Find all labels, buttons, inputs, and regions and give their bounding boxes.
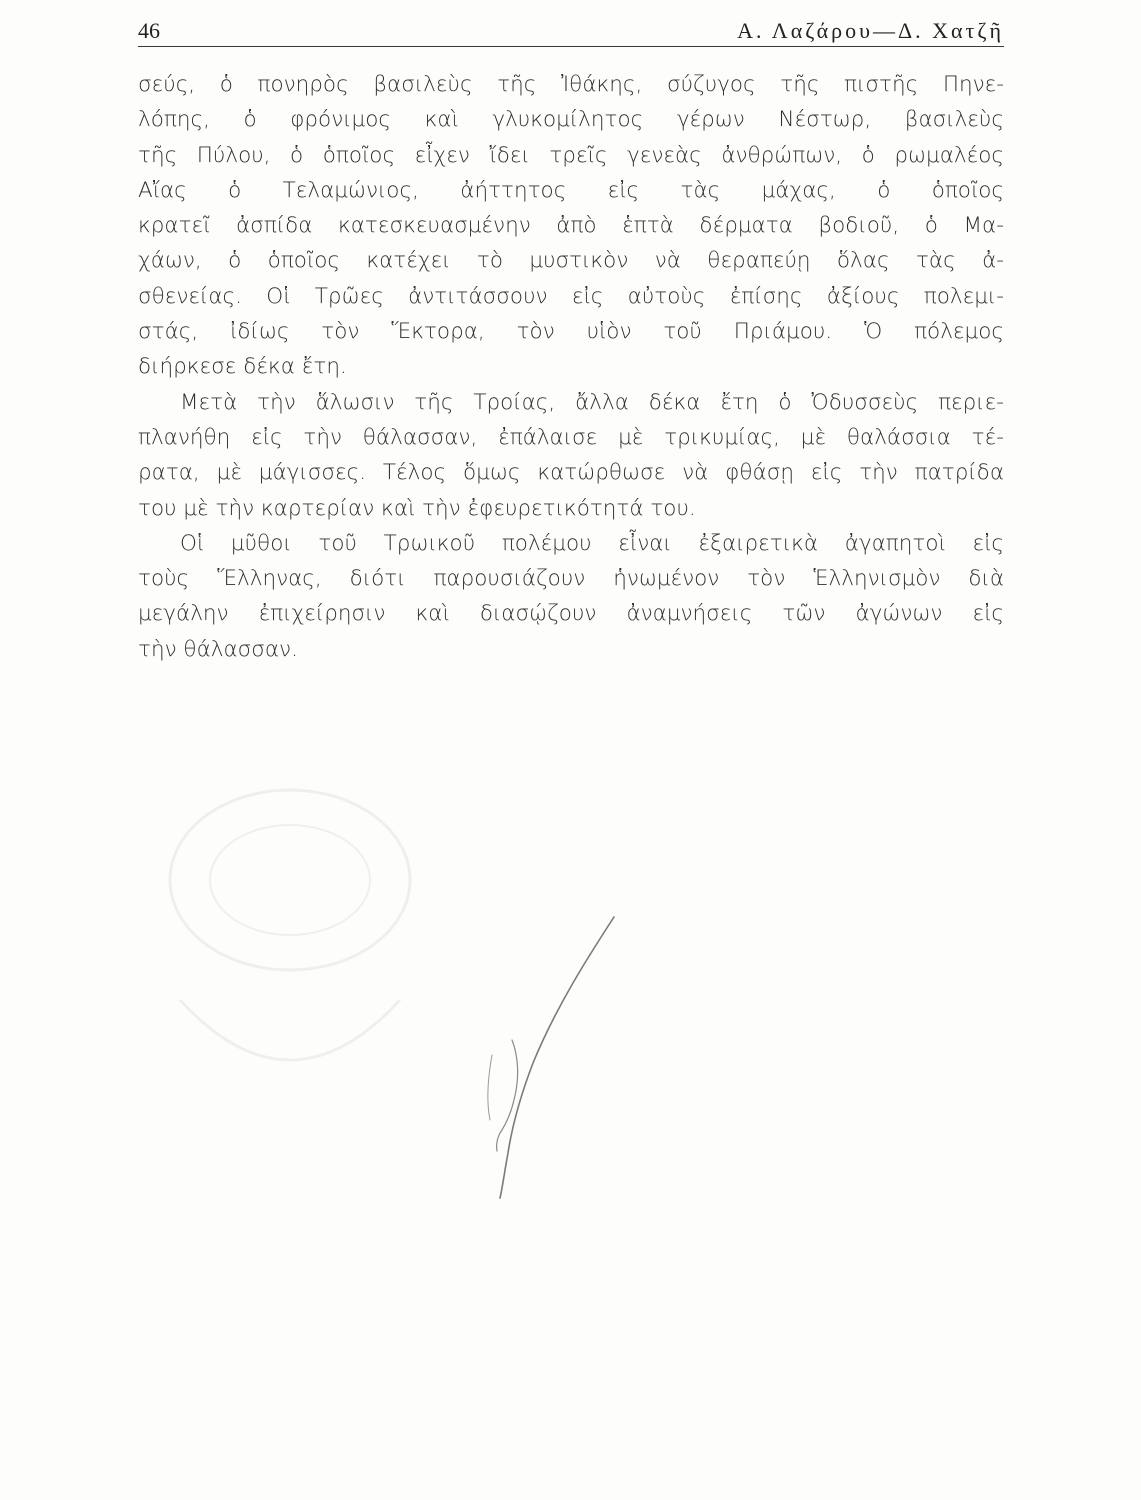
paragraph [138, 526, 1004, 667]
text-line: τῆς Πύλου, ὁ ὁποῖος εἶχεν ἴδει τρεῖς γενεὰς ἀνθρώπων, ὁ ρωμαλέος [138, 142, 1004, 168]
text-line: Μετὰ τὴν ἅλωσιν τῆς Τροίας, ἄλλα δέκα ἔτη ὁ Ὀδυσσεὺς περιε- [180, 389, 1004, 415]
text-line: λόπης, ὁ φρόνιμος καὶ γλυκομίλητος γέρων Νέστωρ, βασιλεὺς [138, 107, 1004, 133]
text-line: χάων, ὁ ὁποῖος κατέχει τὸ μυστικὸν νὰ θεραπεύῃ ὅλας τὰς ἀ- [138, 248, 1004, 274]
text-line: σεύς, ὁ πονηρὸς βασιλεὺς τῆς Ἰθάκης, σύζυγος τῆς πιστῆς Πηνε- [138, 72, 1004, 97]
text-line: τοὺς Ἕλληνας, διότι παρουσιάζουν ἡνωμένον τὸν Ἑλληνισμὸν διὰ [138, 566, 1004, 592]
text-line: κρατεῖ ἀσπίδα κατεσκευασμένην ἀπὸ ἑπτὰ δέρματα βοδιοῦ, ὁ Μα- [138, 213, 1004, 239]
text-line: πλανήθη εἰς τὴν θάλασσαν, ἐπάλαισε μὲ τρικυμίας, μὲ θαλάσσια τέ- [138, 424, 1004, 450]
text-line: ρατα, μὲ μάγισσες. Τέλος ὅμως κατώρθωσε νὰ φθάσῃ εἰς τὴν πατρίδα [138, 460, 1004, 486]
text-line: Αἴας ὁ Τελαμώνιος, ἀήττητος εἰς τὰς μάχας, ὁ ὁποῖος [138, 177, 1004, 203]
text-line: μεγάλην ἐπιχείρησιν καὶ διασῴζουν ἀναμνήσεις τῶν ἀγώνων εἰς [138, 601, 1004, 627]
text-line: του μὲ τὴν καρτερίαν καὶ τὴν ἐφευρετικότητά του. [138, 495, 696, 521]
handwritten-slash-icon [470, 905, 620, 1205]
text-line: τὴν θάλασσαν. [138, 636, 298, 662]
text-line: στάς, ἰδίως τὸν Ἕκτορα, τὸν υἱὸν τοῦ Πριάμου. Ὁ πόλεμος [138, 319, 1004, 345]
text-line: Οἱ μῦθοι τοῦ Τρωικοῦ πολέμου εἶναι ἐξαιρετικὰ ἀγαπητοὶ εἰς [180, 530, 1004, 556]
text-line: σθενείας. Οἱ Τρῶες ἀντιτάσσουν εἰς αὐτοὺς ἐπίσης ἀξίους πολεμι- [138, 283, 1004, 309]
text-line: διήρκεσε δέκα ἔτη. [138, 354, 347, 380]
paragraph [138, 67, 1004, 385]
running-head [138, 18, 1004, 47]
paragraph [138, 385, 1004, 526]
page-number: 46 [138, 18, 160, 43]
running-title: Α. Λαζάρου—Δ. Χατζῆ [737, 18, 1004, 43]
body-text [138, 67, 1004, 667]
